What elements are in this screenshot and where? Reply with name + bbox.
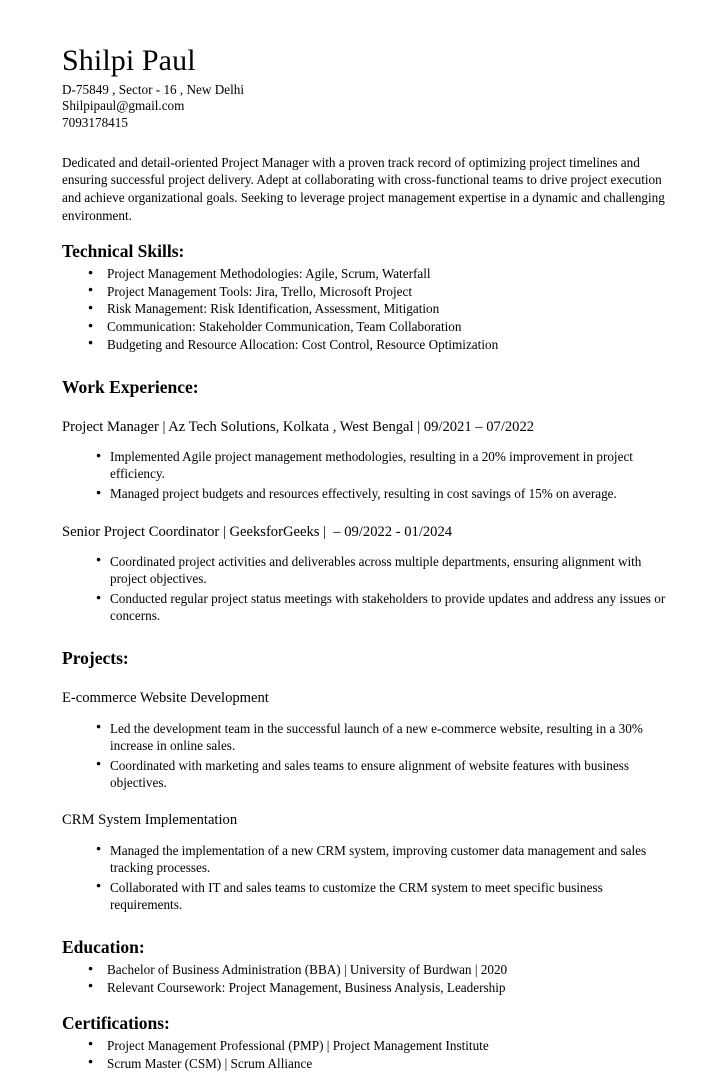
list-item: ● Coordinated project activities and deliverables across multiple departments, ensuring alignment with project objectives. bbox=[62, 553, 675, 587]
list-item: ● Conducted regular project status meetings with stakeholders to provide updates and address any issues or concerns. bbox=[62, 590, 675, 624]
list-item: ● Budgeting and Resource Allocation: Cost Control, Resource Optimization bbox=[62, 336, 675, 353]
list-item: ● Relevant Coursework: Project Management, Business Analysis, Leadership bbox=[62, 979, 675, 996]
project-bullet-list bbox=[62, 720, 675, 792]
list-item: ● Managed the implementation of a new CRM system, improving customer data management and sales tracking processes. bbox=[62, 842, 675, 876]
list-item: ● Coordinated with marketing and sales teams to ensure alignment of website features with business objectives. bbox=[62, 757, 675, 791]
section-heading-work-experience: Work Experience: bbox=[62, 376, 199, 397]
list-item: ● Project Management Methodologies: Agile, Scrum, Waterfall bbox=[62, 265, 675, 282]
education-list bbox=[62, 961, 675, 996]
candidate-email: Shilpipaul@gmail.com bbox=[62, 98, 185, 114]
section-heading-education: Education: bbox=[62, 937, 145, 958]
professional-summary: Dedicated and detail-oriented Project Manager with a proven track record of optimizing project timelines and ensuring successful project delivery. Adept at collaborating with cross-functional teams to drive project execution and achieve organizational goals. Seeking to leverage project management expertise in a dynamic and challenging environment. bbox=[62, 154, 665, 223]
list-item: ● Implemented Agile project management methodologies, resulting in a 20% improvement in project efficiency. bbox=[62, 448, 675, 482]
candidate-address: D-75849 , Sector - 16 , New Delhi bbox=[62, 81, 245, 97]
job-title: Project Manager | Az Tech Solutions, Kolkata , West Bengal | 09/2021 – 07/2022 bbox=[62, 418, 535, 435]
list-item: ● Risk Management: Risk Identification, Assessment, Mitigation bbox=[62, 300, 675, 317]
work-experience-entry bbox=[62, 418, 675, 503]
project-title: CRM System Implementation bbox=[62, 812, 238, 829]
list-item: ● Project Management Professional (PMP) | Project Management Institute bbox=[62, 1037, 675, 1054]
candidate-name: Shilpi Paul bbox=[62, 44, 196, 77]
job-bullet-list bbox=[62, 448, 675, 502]
job-title: Senior Project Coordinator | GeeksforGeeks | – 09/2022 - 01/2024 bbox=[62, 523, 453, 540]
list-item: ● Project Management Tools: Jira, Trello, Microsoft Project bbox=[62, 283, 675, 300]
resume-header bbox=[62, 44, 675, 132]
section-heading-projects: Projects: bbox=[62, 648, 129, 669]
list-item: ● Led the development team in the successful launch of a new e-commerce website, resulting in a 30% increase in online sales. bbox=[62, 720, 675, 754]
project-title: E-commerce Website Development bbox=[62, 690, 269, 707]
project-entry bbox=[62, 811, 675, 913]
list-item: ● Scrum Master (CSM) | Scrum Alliance bbox=[62, 1055, 675, 1072]
job-bullet-list bbox=[62, 553, 675, 625]
technical-skills-list bbox=[62, 265, 675, 353]
section-heading-technical-skills: Technical Skills: bbox=[62, 241, 185, 262]
list-item: ● Collaborated with IT and sales teams to customize the CRM system to meet specific business requirements. bbox=[62, 879, 675, 913]
list-item: ● Bachelor of Business Administration (BBA) | University of Burdwan | 2020 bbox=[62, 961, 675, 978]
list-item: ● Managed project budgets and resources effectively, resulting in cost savings of 15% on average. bbox=[62, 485, 675, 502]
candidate-phone: 7093178415 bbox=[62, 115, 128, 131]
section-heading-certifications: Certifications: bbox=[62, 1012, 170, 1033]
project-entry bbox=[62, 689, 675, 791]
work-experience-entry bbox=[62, 523, 675, 625]
list-item: ● Communication: Stakeholder Communication, Team Collaboration bbox=[62, 318, 675, 335]
project-bullet-list bbox=[62, 842, 675, 914]
certifications-list bbox=[62, 1037, 675, 1072]
